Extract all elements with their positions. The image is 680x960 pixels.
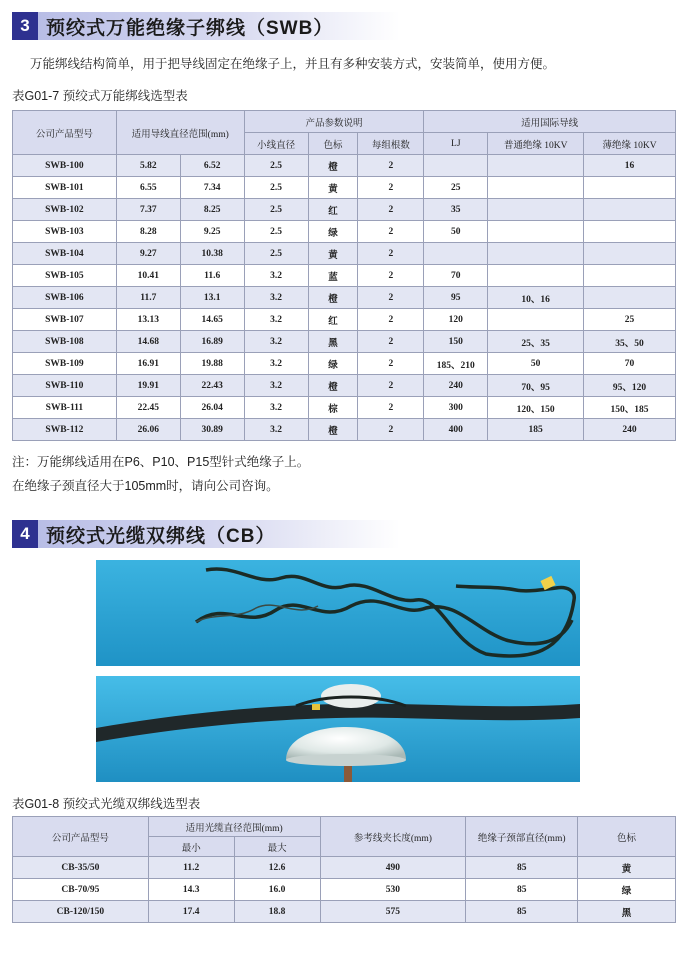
cell-lj: 300	[424, 397, 488, 419]
cell-max: 18.8	[234, 901, 320, 923]
cell-lj: 95	[424, 287, 488, 309]
header-color: 色标	[308, 133, 358, 155]
cell-color: 黑	[578, 901, 676, 923]
cell-min: 26.06	[116, 419, 180, 441]
cell-ord	[488, 265, 584, 287]
cell-count: 2	[358, 155, 424, 177]
table-row	[13, 331, 676, 353]
cell-min: 11.7	[116, 287, 180, 309]
cell-lj: 240	[424, 375, 488, 397]
cell-min: 14.3	[148, 879, 234, 901]
cell-neck: 85	[466, 857, 578, 879]
cell-min: 11.2	[148, 857, 234, 879]
table-row	[13, 901, 676, 923]
header-length: 参考线夹长度(mm)	[320, 817, 466, 857]
cell-count: 2	[358, 177, 424, 199]
header-neck: 绝缘子颈部直径(mm)	[466, 817, 578, 857]
cell-count: 2	[358, 375, 424, 397]
cell-length: 530	[320, 879, 466, 901]
cell-min: 9.27	[116, 243, 180, 265]
table-row	[13, 265, 676, 287]
cell-model: SWB-110	[13, 375, 117, 397]
cell-model: SWB-100	[13, 155, 117, 177]
header-max: 最大	[234, 837, 320, 857]
cb-selection-table	[12, 816, 676, 923]
table-caption-g01-8: 表G01-8 预绞式光缆双绑线选型表	[12, 797, 201, 811]
cell-min: 17.4	[148, 901, 234, 923]
cell-ord: 70、95	[488, 375, 584, 397]
cell-dia: 2.5	[244, 221, 308, 243]
cell-model: SWB-105	[13, 265, 117, 287]
cell-ord: 50	[488, 353, 584, 375]
cell-color: 橙	[308, 419, 358, 441]
cell-ord	[488, 309, 584, 331]
cell-color: 橙	[308, 155, 358, 177]
cell-ord: 25、35	[488, 331, 584, 353]
cell-model: SWB-101	[13, 177, 117, 199]
table-row	[13, 309, 676, 331]
cell-count: 2	[358, 353, 424, 375]
cell-lj: 70	[424, 265, 488, 287]
table-row	[13, 177, 676, 199]
cell-neck: 85	[466, 901, 578, 923]
product-photo-insulator	[96, 676, 580, 782]
cell-ord	[488, 199, 584, 221]
cell-max: 16.89	[180, 331, 244, 353]
cell-length: 575	[320, 901, 466, 923]
header-color: 色标	[578, 817, 676, 857]
cell-thin	[584, 287, 676, 309]
table-row	[13, 199, 676, 221]
cell-max: 26.04	[180, 397, 244, 419]
header-model: 公司产品型号	[13, 111, 117, 155]
cell-max: 8.25	[180, 199, 244, 221]
cell-count: 2	[358, 419, 424, 441]
cell-count: 2	[358, 397, 424, 419]
cell-thin	[584, 221, 676, 243]
section-3-intro: 万能绑线结构简单，用于把导线固定在绝缘子上，并且有多种安装方式，安装简单，使用方便。	[30, 57, 556, 71]
section-title: 预绞式万能绝缘子绑线（SWB）	[38, 12, 400, 40]
cell-lj: 50	[424, 221, 488, 243]
cell-thin: 70	[584, 353, 676, 375]
cell-lj: 400	[424, 419, 488, 441]
cell-thin	[584, 199, 676, 221]
cell-max: 22.43	[180, 375, 244, 397]
cell-thin	[584, 177, 676, 199]
cell-min: 19.91	[116, 375, 180, 397]
cell-max: 16.0	[234, 879, 320, 901]
cell-thin: 95、120	[584, 375, 676, 397]
cell-model: SWB-104	[13, 243, 117, 265]
cell-neck: 85	[466, 879, 578, 901]
cell-ord: 120、150	[488, 397, 584, 419]
note-line-2: 在绝缘子颈直径大于105mm时，请向公司咨询。	[12, 479, 279, 493]
cell-min: 16.91	[116, 353, 180, 375]
table-row	[13, 155, 676, 177]
cell-max: 7.34	[180, 177, 244, 199]
cell-min: 13.13	[116, 309, 180, 331]
cell-color: 橙	[308, 287, 358, 309]
cell-ord	[488, 155, 584, 177]
cell-dia: 2.5	[244, 177, 308, 199]
cell-dia: 2.5	[244, 155, 308, 177]
cell-length: 490	[320, 857, 466, 879]
section-3-header	[12, 12, 400, 40]
cell-lj: 120	[424, 309, 488, 331]
cell-lj	[424, 155, 488, 177]
table-caption-g01-7: 表G01-7 预绞式万能绑线选型表	[12, 89, 188, 103]
table-row	[13, 353, 676, 375]
cell-color: 绿	[578, 879, 676, 901]
cell-color: 黑	[308, 331, 358, 353]
cell-max: 10.38	[180, 243, 244, 265]
table-row	[13, 375, 676, 397]
cell-count: 2	[358, 287, 424, 309]
cell-color: 绿	[308, 221, 358, 243]
table-row	[13, 419, 676, 441]
table-row	[13, 397, 676, 419]
cell-lj: 150	[424, 331, 488, 353]
note-line-1: 注：万能绑线适用在P6、P10、P15型针式绝缘子上。	[12, 455, 310, 469]
cell-model: SWB-112	[13, 419, 117, 441]
cell-color: 绿	[308, 353, 358, 375]
cell-lj	[424, 243, 488, 265]
cell-color: 橙	[308, 375, 358, 397]
cell-dia: 3.2	[244, 375, 308, 397]
cell-model: CB-35/50	[13, 857, 149, 879]
cell-thin: 16	[584, 155, 676, 177]
cell-ord	[488, 221, 584, 243]
cell-dia: 3.2	[244, 265, 308, 287]
cell-dia: 2.5	[244, 243, 308, 265]
cell-min: 10.41	[116, 265, 180, 287]
cell-model: SWB-107	[13, 309, 117, 331]
header-lj: LJ	[424, 133, 488, 155]
header-model: 公司产品型号	[13, 817, 149, 857]
cell-color: 黄	[308, 177, 358, 199]
cell-max: 6.52	[180, 155, 244, 177]
cell-thin: 150、185	[584, 397, 676, 419]
cell-ord: 10、16	[488, 287, 584, 309]
cell-dia: 3.2	[244, 419, 308, 441]
section-title: 预绞式光缆双绑线（CB）	[38, 520, 400, 548]
cell-min: 8.28	[116, 221, 180, 243]
cell-thin	[584, 265, 676, 287]
cell-color: 红	[308, 199, 358, 221]
cell-dia: 3.2	[244, 309, 308, 331]
table-row	[13, 243, 676, 265]
cell-count: 2	[358, 265, 424, 287]
cell-min: 14.68	[116, 331, 180, 353]
cell-model: SWB-103	[13, 221, 117, 243]
product-photo-ties	[96, 560, 580, 666]
cell-max: 14.65	[180, 309, 244, 331]
header-intl: 适用国际导线	[424, 111, 676, 133]
cell-count: 2	[358, 199, 424, 221]
cell-model: SWB-109	[13, 353, 117, 375]
table-row	[13, 857, 676, 879]
header-range: 适用光缆直径范围(mm)	[148, 817, 320, 837]
header-range: 适用导线直径范围(mm)	[116, 111, 244, 155]
cell-ord	[488, 177, 584, 199]
cell-min: 6.55	[116, 177, 180, 199]
header-per-group: 每组根数	[358, 133, 424, 155]
cell-max: 11.6	[180, 265, 244, 287]
header-min: 最小	[148, 837, 234, 857]
cell-max: 9.25	[180, 221, 244, 243]
table-row	[13, 879, 676, 901]
cell-dia: 3.2	[244, 331, 308, 353]
swb-selection-table	[12, 110, 676, 441]
cell-model: SWB-102	[13, 199, 117, 221]
cell-min: 5.82	[116, 155, 180, 177]
cell-color: 蓝	[308, 265, 358, 287]
cell-color: 黄	[578, 857, 676, 879]
cell-ord: 185	[488, 419, 584, 441]
cell-lj: 25	[424, 177, 488, 199]
header-thin: 薄绝缘 10KV	[584, 133, 676, 155]
cell-max: 12.6	[234, 857, 320, 879]
cell-max: 19.88	[180, 353, 244, 375]
section-number: 4	[12, 520, 38, 548]
section-4-header	[12, 520, 400, 548]
cell-count: 2	[358, 309, 424, 331]
cell-lj: 185、210	[424, 353, 488, 375]
cell-model: SWB-111	[13, 397, 117, 419]
cell-model: CB-120/150	[13, 901, 149, 923]
cell-color: 黄	[308, 243, 358, 265]
cell-model: SWB-106	[13, 287, 117, 309]
cell-count: 2	[358, 331, 424, 353]
cell-min: 22.45	[116, 397, 180, 419]
cell-ord	[488, 243, 584, 265]
cell-dia: 3.2	[244, 287, 308, 309]
cell-color: 红	[308, 309, 358, 331]
cell-model: SWB-108	[13, 331, 117, 353]
cell-count: 2	[358, 243, 424, 265]
cell-max: 13.1	[180, 287, 244, 309]
cell-color: 棕	[308, 397, 358, 419]
table-row	[13, 287, 676, 309]
cell-dia: 2.5	[244, 199, 308, 221]
cell-count: 2	[358, 221, 424, 243]
header-params: 产品参数说明	[244, 111, 424, 133]
cell-lj: 35	[424, 199, 488, 221]
cell-dia: 3.2	[244, 353, 308, 375]
header-wire-dia: 小线直径	[244, 133, 308, 155]
cell-min: 7.37	[116, 199, 180, 221]
table-row	[13, 221, 676, 243]
cell-max: 30.89	[180, 419, 244, 441]
section-number: 3	[12, 12, 38, 40]
cell-thin: 35、50	[584, 331, 676, 353]
cell-thin: 240	[584, 419, 676, 441]
cell-thin	[584, 243, 676, 265]
cell-model: CB-70/95	[13, 879, 149, 901]
cell-dia: 3.2	[244, 397, 308, 419]
cell-thin: 25	[584, 309, 676, 331]
header-ordinary: 普通绝缘 10KV	[488, 133, 584, 155]
